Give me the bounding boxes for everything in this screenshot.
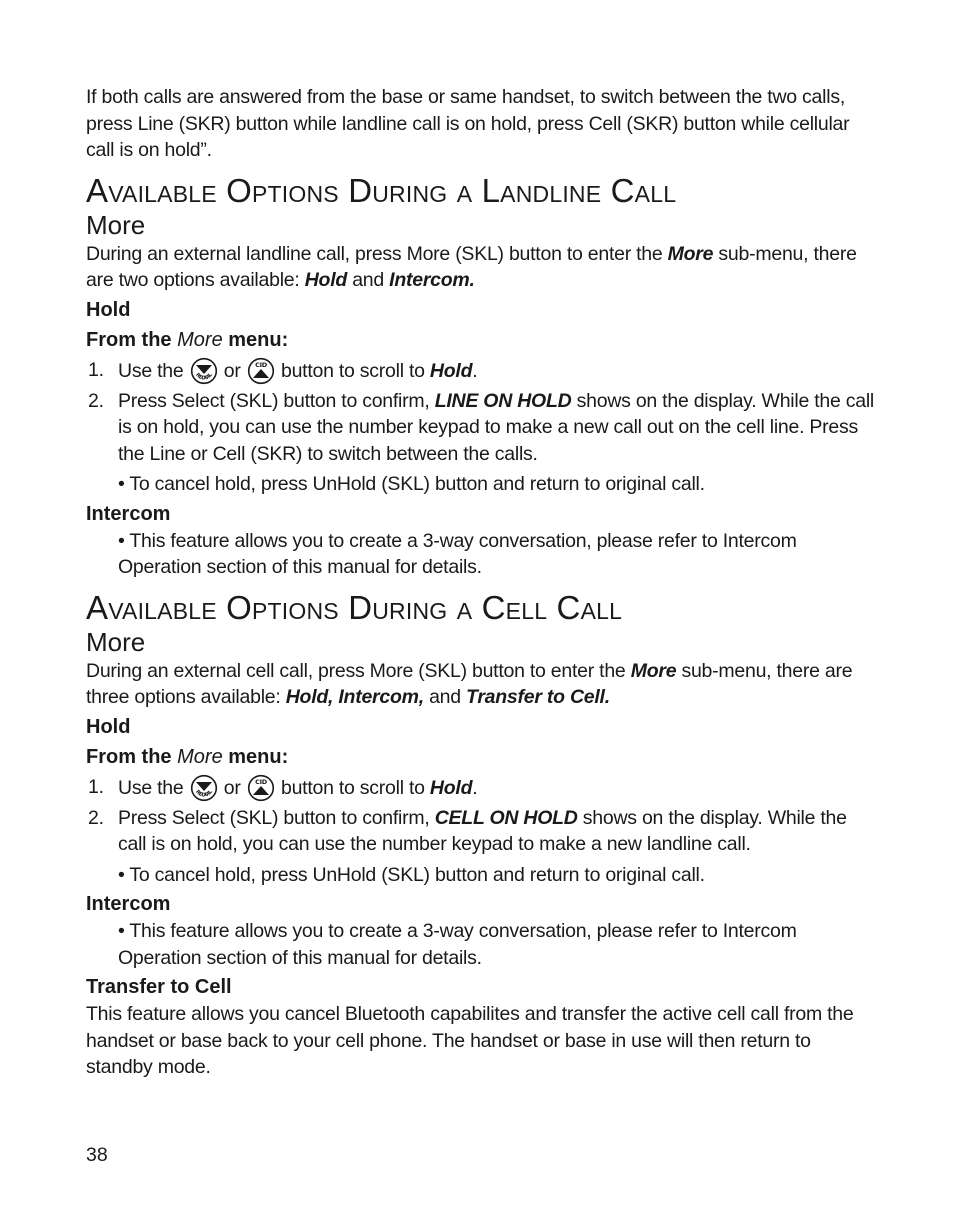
from-more-menu-landline: From the More menu: [86,328,289,351]
step-1-cell: 1. Use the REDIAL or CID button to scroll to Hold. [86,774,876,802]
subhead-hold-landline: Hold [86,298,131,321]
subhead-transfer-to-cell: Transfer to Cell [86,976,232,998]
more-description-cell: During an external cell call, press More (SKL) button to enter the More sub-menu, there are three options available: Hold, Intercom, and Transfer to Cell. [86,659,853,708]
step-1-landline: 1. Use the REDIAL or CID button to scroll to Hold. [86,357,876,385]
subhead-more-landline: More [86,209,146,240]
cancel-hold-note-cell: • To cancel hold, press UnHold (SKL) button and return to original call. [118,863,705,886]
subhead-more-cell: More [86,626,146,657]
cid-up-key-icon [247,357,275,385]
cid-up-key-icon [247,774,275,802]
intercom-note-cell: • This feature allows you to create a 3-way conversation, please refer to Intercom Operation section of this manual for details. [118,920,797,969]
svg-text:CID: CID [254,777,267,786]
subhead-intercom-cell: Intercom [86,893,171,915]
manual-page [86,84,876,1081]
step-2-landline: 2. Press Select (SKL) button to confirm, LINE ON HOLD shows on the display. While the call is on hold, you can use the number keypad to make a new call out on the cell line. Press the Line or Cell (SKR) to switch between the calls. [88,389,875,465]
page-number: 38 [86,1144,108,1166]
redial-down-key-icon [190,774,218,802]
svg-text:REDIAL: REDIAL [193,371,214,382]
cancel-hold-note-landline: • To cancel hold, press UnHold (SKL) button and return to original call. [118,473,705,495]
step-2-cell: 2. Press Select (SKL) button to confirm, CELL ON HOLD shows on the display. While the call is on hold, you can use the number keypad to make a new landline call. [88,806,847,855]
subhead-intercom-landline: Intercom [86,502,171,525]
subhead-hold-cell: Hold [86,715,131,738]
more-description-landline: During an external landline call, press More (SKL) button to enter the More sub-menu, there are two options available: Hold and Intercom. [86,242,857,291]
intercom-note-landline: • This feature allows you to create a 3-way conversation, please refer to Intercom Operation section of this manual for details. [118,529,797,578]
section-title-landline: Available Options During a Landline Call [86,171,677,209]
svg-text:CID: CID [254,360,267,369]
section-title-cell: Available Options During a Cell Call [86,588,623,626]
transfer-description: This feature allows you cancel Bluetooth capabilites and transfer the active cell call from the handset or base back to your cell phone. The handset or base in use will then return to standby mode. [86,1003,854,1078]
hold-steps-cell [86,774,876,858]
hold-steps-landline [86,357,876,468]
from-more-menu-cell: From the More menu: [86,745,289,768]
redial-down-key-icon [190,357,218,385]
svg-text:REDIAL: REDIAL [193,788,214,799]
intro-paragraph: If both calls are answered from the base or same handset, to switch between the two calls, press Line (SKR) button while landline call is on hold, press Cell (SKR) button while cellular call is on hold”. [86,86,850,161]
